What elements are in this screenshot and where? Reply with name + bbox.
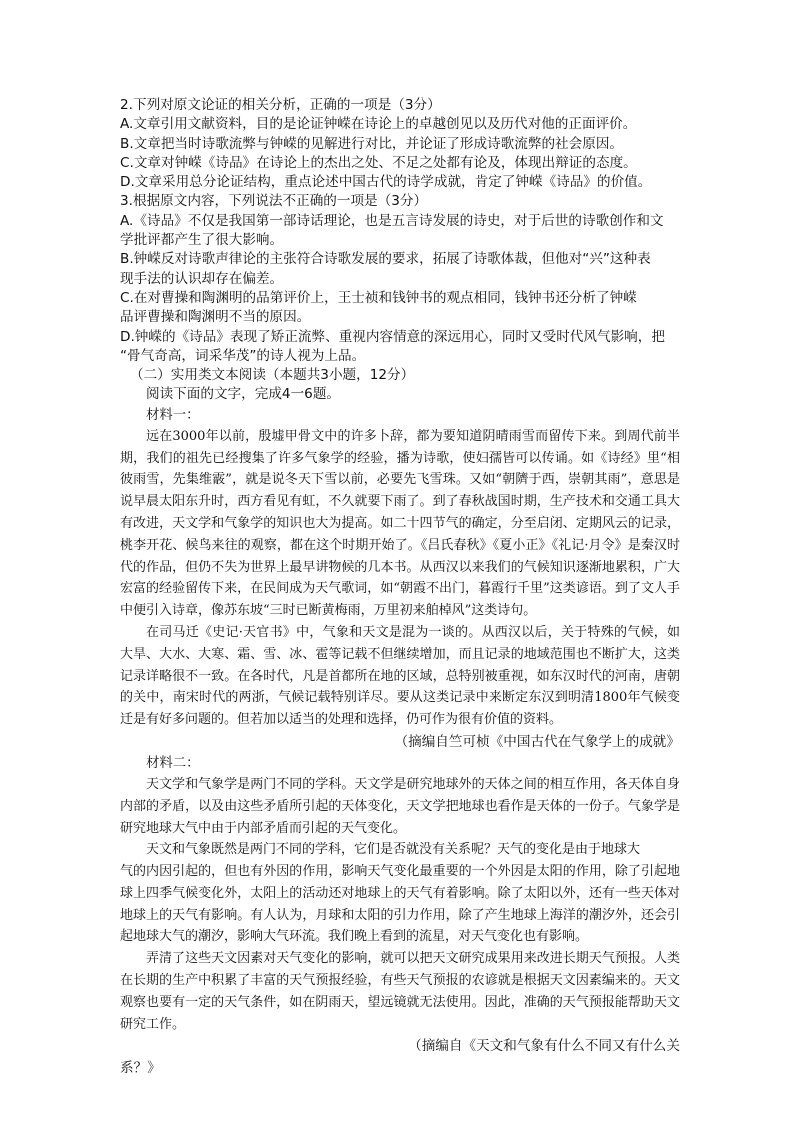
q2-option-b: B.文章把当时诗歌流弊与钟嵘的见解进行对比，并论证了形成诗歌流弊的社会原因。 [120, 135, 624, 152]
material2-source-line2: 系？》 [120, 1060, 161, 1077]
material1-paragraph: 远在3000年以前，殷墟甲骨文中的许多卜辞，都为要知道阴晴雨雪而留传下来。到周代前半期，我们的祖先已经搜集了许多气象学的经验，播为诗歌，使妇孺皆可以传诵。如《诗经》里“相彼雨雪，先集维霰”，就是说冬天下雪以前，必要先飞雪珠。又如“朝隮于西，崇朝其雨”，意思是说早晨太阳东升时，西方看见有虹，不久就要下雨了。到了春秋战国时期，生产技术和交通工具大有改进，天文学和气象学的知识也大为提高。如二十四节气的确定，分至启闭、定期风云的记录，桃李开花、候鸟来往的观察，都在这个时期开始了。《吕氏春秋》《夏小正》《礼记·月令》是秦汉时代的作品，但仍不失为世界上最早讲物候的几本书。从西汉以来我们的气候知识逐渐地累积，广大宏富的经验留传下来，在民间成为天气歌词，如“朝霞不出门，暮霞行千里”这类谚语。到了文人手中便引入诗章，像苏东坡“三时已断黄梅雨，万里初来舶棹风”这类诗句。 [120, 428, 680, 619]
q2-option-c: C.文章对钟嵘《诗品》在诗论上的杰出之处、不足之处都有论及，体现出辩证的态度。 [120, 154, 637, 171]
q2-stem: 2.下列对原文论证的相关分析，正确的一项是（3分） [120, 97, 441, 113]
material2-source-line1: （摘编自《天文和气象有什么不同又有什么关 [408, 1038, 680, 1055]
material1-source: （摘编自竺可桢《中国古代在气象学上的成就》 [394, 733, 680, 750]
q3-option-c-line2: 品评曹操和陶渊明不当的原因。 [120, 309, 311, 326]
q3-option-b-line1: B.钟嵘反对诗歌声律论的主张符合诗歌发展的要求，拓展了诗歌体裁，但他对“兴”这种表 [120, 251, 651, 268]
section-instruction: 阅读下面的文字，完成4一6题。 [146, 386, 341, 403]
material2-paragraph: 气的内因引起的，但也有外因的作用，影响天气变化最重要的一个外因是太阳的作用，除了引起地球上四季气候变化外，太阳上的活动还对地球上的天气有着影响。除了太阳以外，还有一些天体对地球上的天气有影响。有人认为，月球和太阳的引力作用，除了产生地球上海洋的潮汐外，还会引起地球大气的潮汐，影响大气环流。我们晚上看到的流星，对天气变化也有影响。 [120, 864, 680, 945]
material2-paragraph: 弄清了这些天文因素对天气变化的影响，就可以把天文研究成果用来改进长期天气预报。人类在长期的生产中积累了丰富的天气预报经验，有些天气预报的农谚就是根据天文因素编来的。天文观察也要有一定的天气条件，如在阴雨天，望远镜就无法使用。因此，准确的天气预报能帮助天文研究工作。 [120, 951, 680, 1032]
material1-paragraph: 在司马迁《史记·天官书》中，气象和天文是混为一谈的。从西汉以后，关于特殊的气候，如大旱、大水、大寒、霜、雪、冰、雹等记载不但继续增加，而且记录的地域范围也不断扩大，这类记录详略很不一致。在各时代，凡是首都所在地的区域，总特别被重视，如东汉时代的河南，唐朝的关中，南宋时代的两浙，气候记载特别详尽。要从这类记录中来断定东汉到明清1800年气候变迁是有好多问题的。但若加以适当的处理和选择，仍可作为很有价值的资料。 [120, 624, 680, 728]
q3-option-b-line2: 现手法的认识却存在偏差。 [120, 270, 284, 287]
q2-option-d: D.文章采用总分论证结构，重点论述中国古代的诗学成就，肯定了钟嵘《诗品》的价值。 [120, 174, 652, 191]
q3-option-c-line1: C.在对曹操和陶渊明的品第评价上，王士祯和钱钟书的观点相同，钱钟书还分析了钟嵘 [120, 289, 637, 306]
material2-paragraph: 天文学和气象学是两门不同的学科。天文学是研究地球外的天体之间的相互作用，各天体自身内部的矛盾，以及由这些矛盾所引起的天体变化，天文学把地球也看作是天体的一份子。气象学是研究地球大气中由于内部矛盾而引起的天气变化。 [120, 776, 680, 836]
exam-page [120, 96, 680, 1079]
q3-option-a-line2: 学批评都产生了很大影响。 [120, 232, 284, 249]
material2-label: 材料二： [146, 755, 200, 771]
q3-option-a-line1: A.《诗品》不仅是我国第一部诗话理论，也是五言诗发展的诗史，对于后世的诗歌创作和文 [120, 212, 664, 229]
q3-option-d-line2: “骨气奇高，词采华茂”的诗人视为上品。 [120, 347, 366, 364]
material1-label: 材料一： [146, 407, 200, 423]
section-heading: （二）实用类文本阅读（本题共3小题，12分） [130, 367, 415, 384]
material2-paragraph: 天文和气象既然是两门不同的学科，它们是否就没有关系呢？天气的变化是由于地球大 [146, 842, 641, 858]
q3-option-d-line1: D.钟嵘的《诗品》表现了矫正流弊、重视内容情意的深远用心，同时又受时代风气影响，把 [120, 328, 665, 345]
q3-stem: 3.根据原文内容，下列说法不正确的一项是（3分） [120, 193, 428, 210]
q2-option-a: A.文章引用文献资料，目的是论证钟嵘在诗论上的卓越创见以及历代对他的正面评价。 [120, 116, 637, 133]
